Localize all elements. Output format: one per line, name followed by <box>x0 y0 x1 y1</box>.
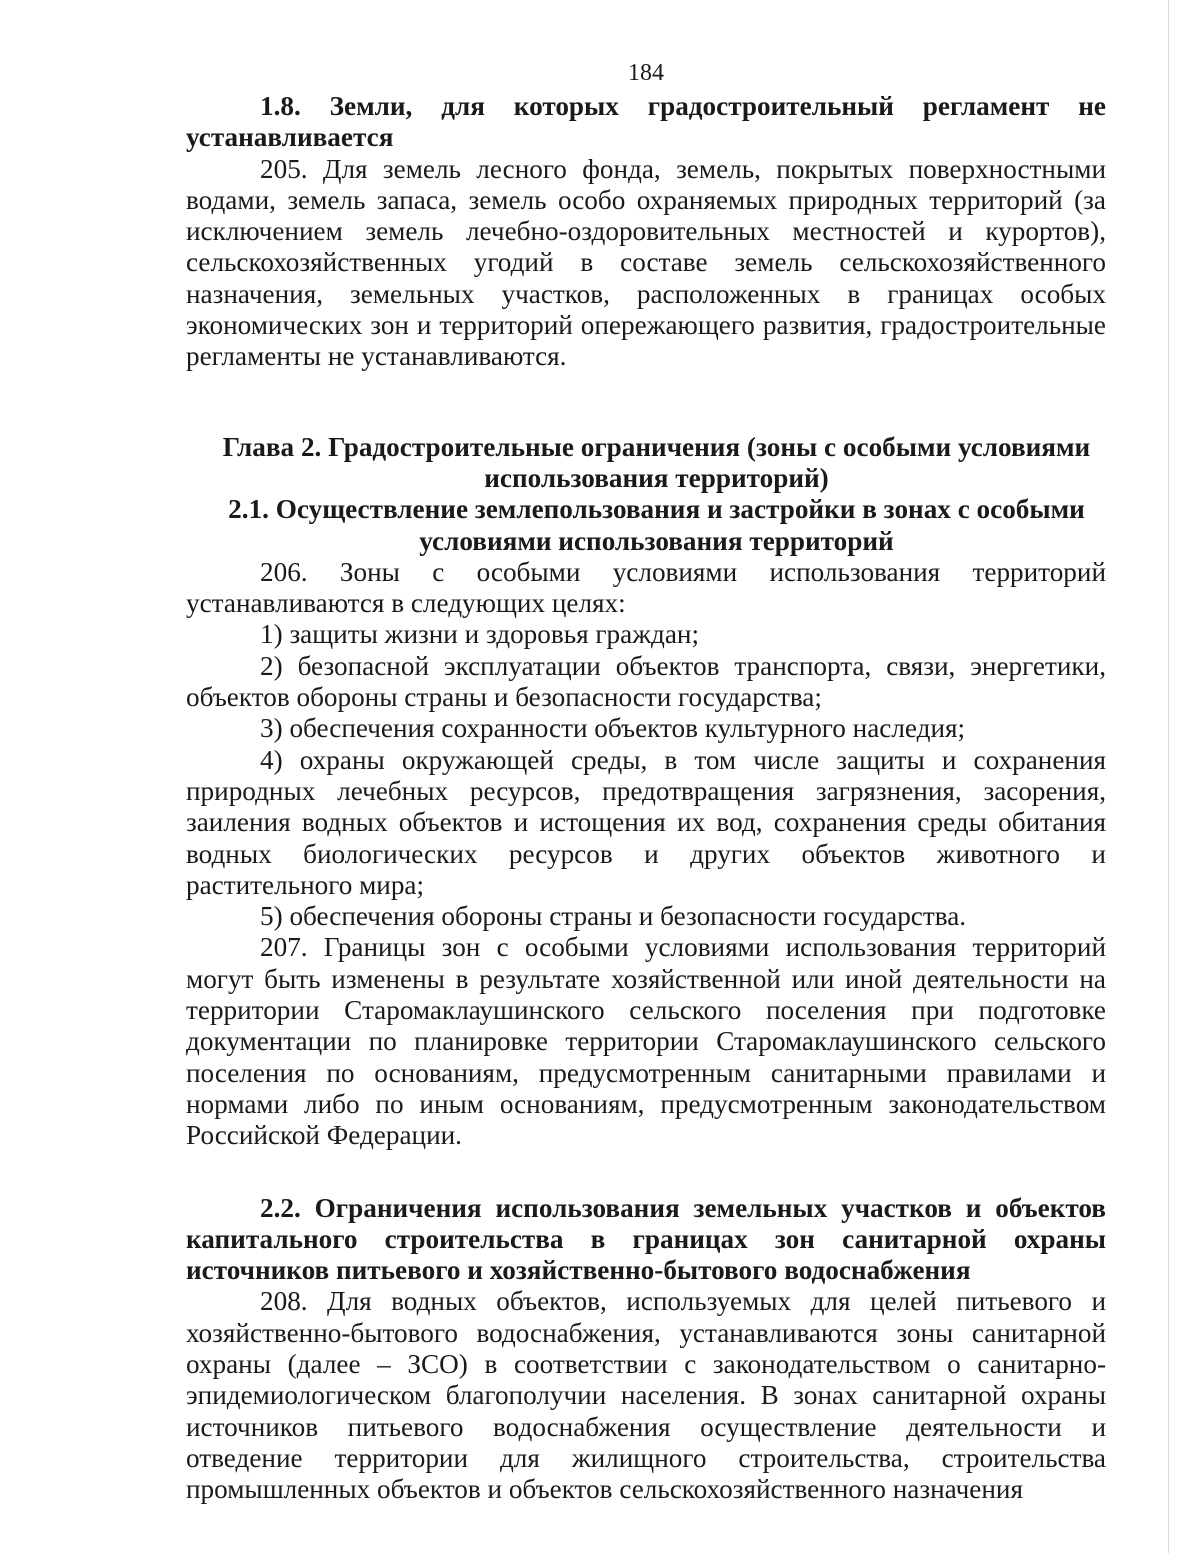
paragraph-208: 208. Для водных объектов, используемых для целей питьевого и хозяйственно-бытового водоснабжения, устанавливаются зоны санитарной охраны (далее – ЗСО) в соответствии с законодательством о санитарно-эпидемиологическом благополучии населения. В зонах санитарной охраны источников питьевого водоснабжения осуществление деятельности и отведение территории для жилищного строительства, строительства промышленных объектов и объектов сельскохозяйственного назначения <box>186 1286 1106 1505</box>
section-2-2-heading: 2.2. Ограничения использования земельных участков и объектов капитального строительства в границах зон санитарной охраны источников питьевого и хозяйственно-бытового водоснабжения <box>186 1192 1106 1286</box>
list-item-4: 4) охраны окружающей среды, в том числе защиты и сохранения природных лечебных ресурсов, предотвращения загрязнения, засорения, заиления водных объектов и истощения их вод, сохранения среды обитания водных биологических ресурсов и других объектов животного и растительного мира; <box>186 744 1106 900</box>
page-edge-line <box>1168 0 1169 1553</box>
paragraph-207: 207. Границы зон с особыми условиями использования территорий могут быть изменены в результате хозяйственной или иной деятельности на территории Старомаклаушинского сельского поселения при подготовке документации по планировке территории Старомаклаушинского сельского поселения по основаниям, предусмотренным санитарными правилами и нормами либо по иным основаниям, предусмотренным законодательством Российской Федерации. <box>186 932 1106 1151</box>
chapter-2-title: Глава 2. Градостроительные ограничения (зоны с особыми условиями использования территорий) <box>222 431 1091 493</box>
section-2-1-heading: 2.1. Осуществление землепользования и застройки в зонах с особыми условиями использования территорий <box>228 494 1085 556</box>
paragraph-205: 205. Для земель лесного фонда, земель, покрытых поверхностными водами, земель запаса, земель особо охраняемых природных территорий (за исключением земель лечебно-оздоровительных местностей и курортов), сельскохозяйственных угодий в составе земель сельскохозяйственного назначения, земельных участков, расположенных в границах особых экономических зон и территорий опережающего развития, градостроительные регламенты не устанавливаются. <box>186 153 1106 372</box>
page-number: 184 <box>628 60 664 86</box>
list-item-1: 1) защиты жизни и здоровья граждан; <box>260 619 699 650</box>
paragraph-206: 206. Зоны с особыми условиями использования территорий устанавливаются в следующих целях: <box>186 556 1106 619</box>
list-item-3: 3) обеспечения сохранности объектов культурного наследия; <box>260 713 966 744</box>
list-item-5: 5) обеспечения обороны страны и безопасности государства. <box>260 901 967 932</box>
document-page <box>186 55 1106 1505</box>
section-1-8-heading: 1.8. Земли, для которых градостроительный регламент не устанавливается <box>186 91 1106 153</box>
list-item-2: 2) безопасной эксплуатации объектов транспорта, связи, энергетики, объектов обороны страны и безопасности государства; <box>186 650 1106 713</box>
